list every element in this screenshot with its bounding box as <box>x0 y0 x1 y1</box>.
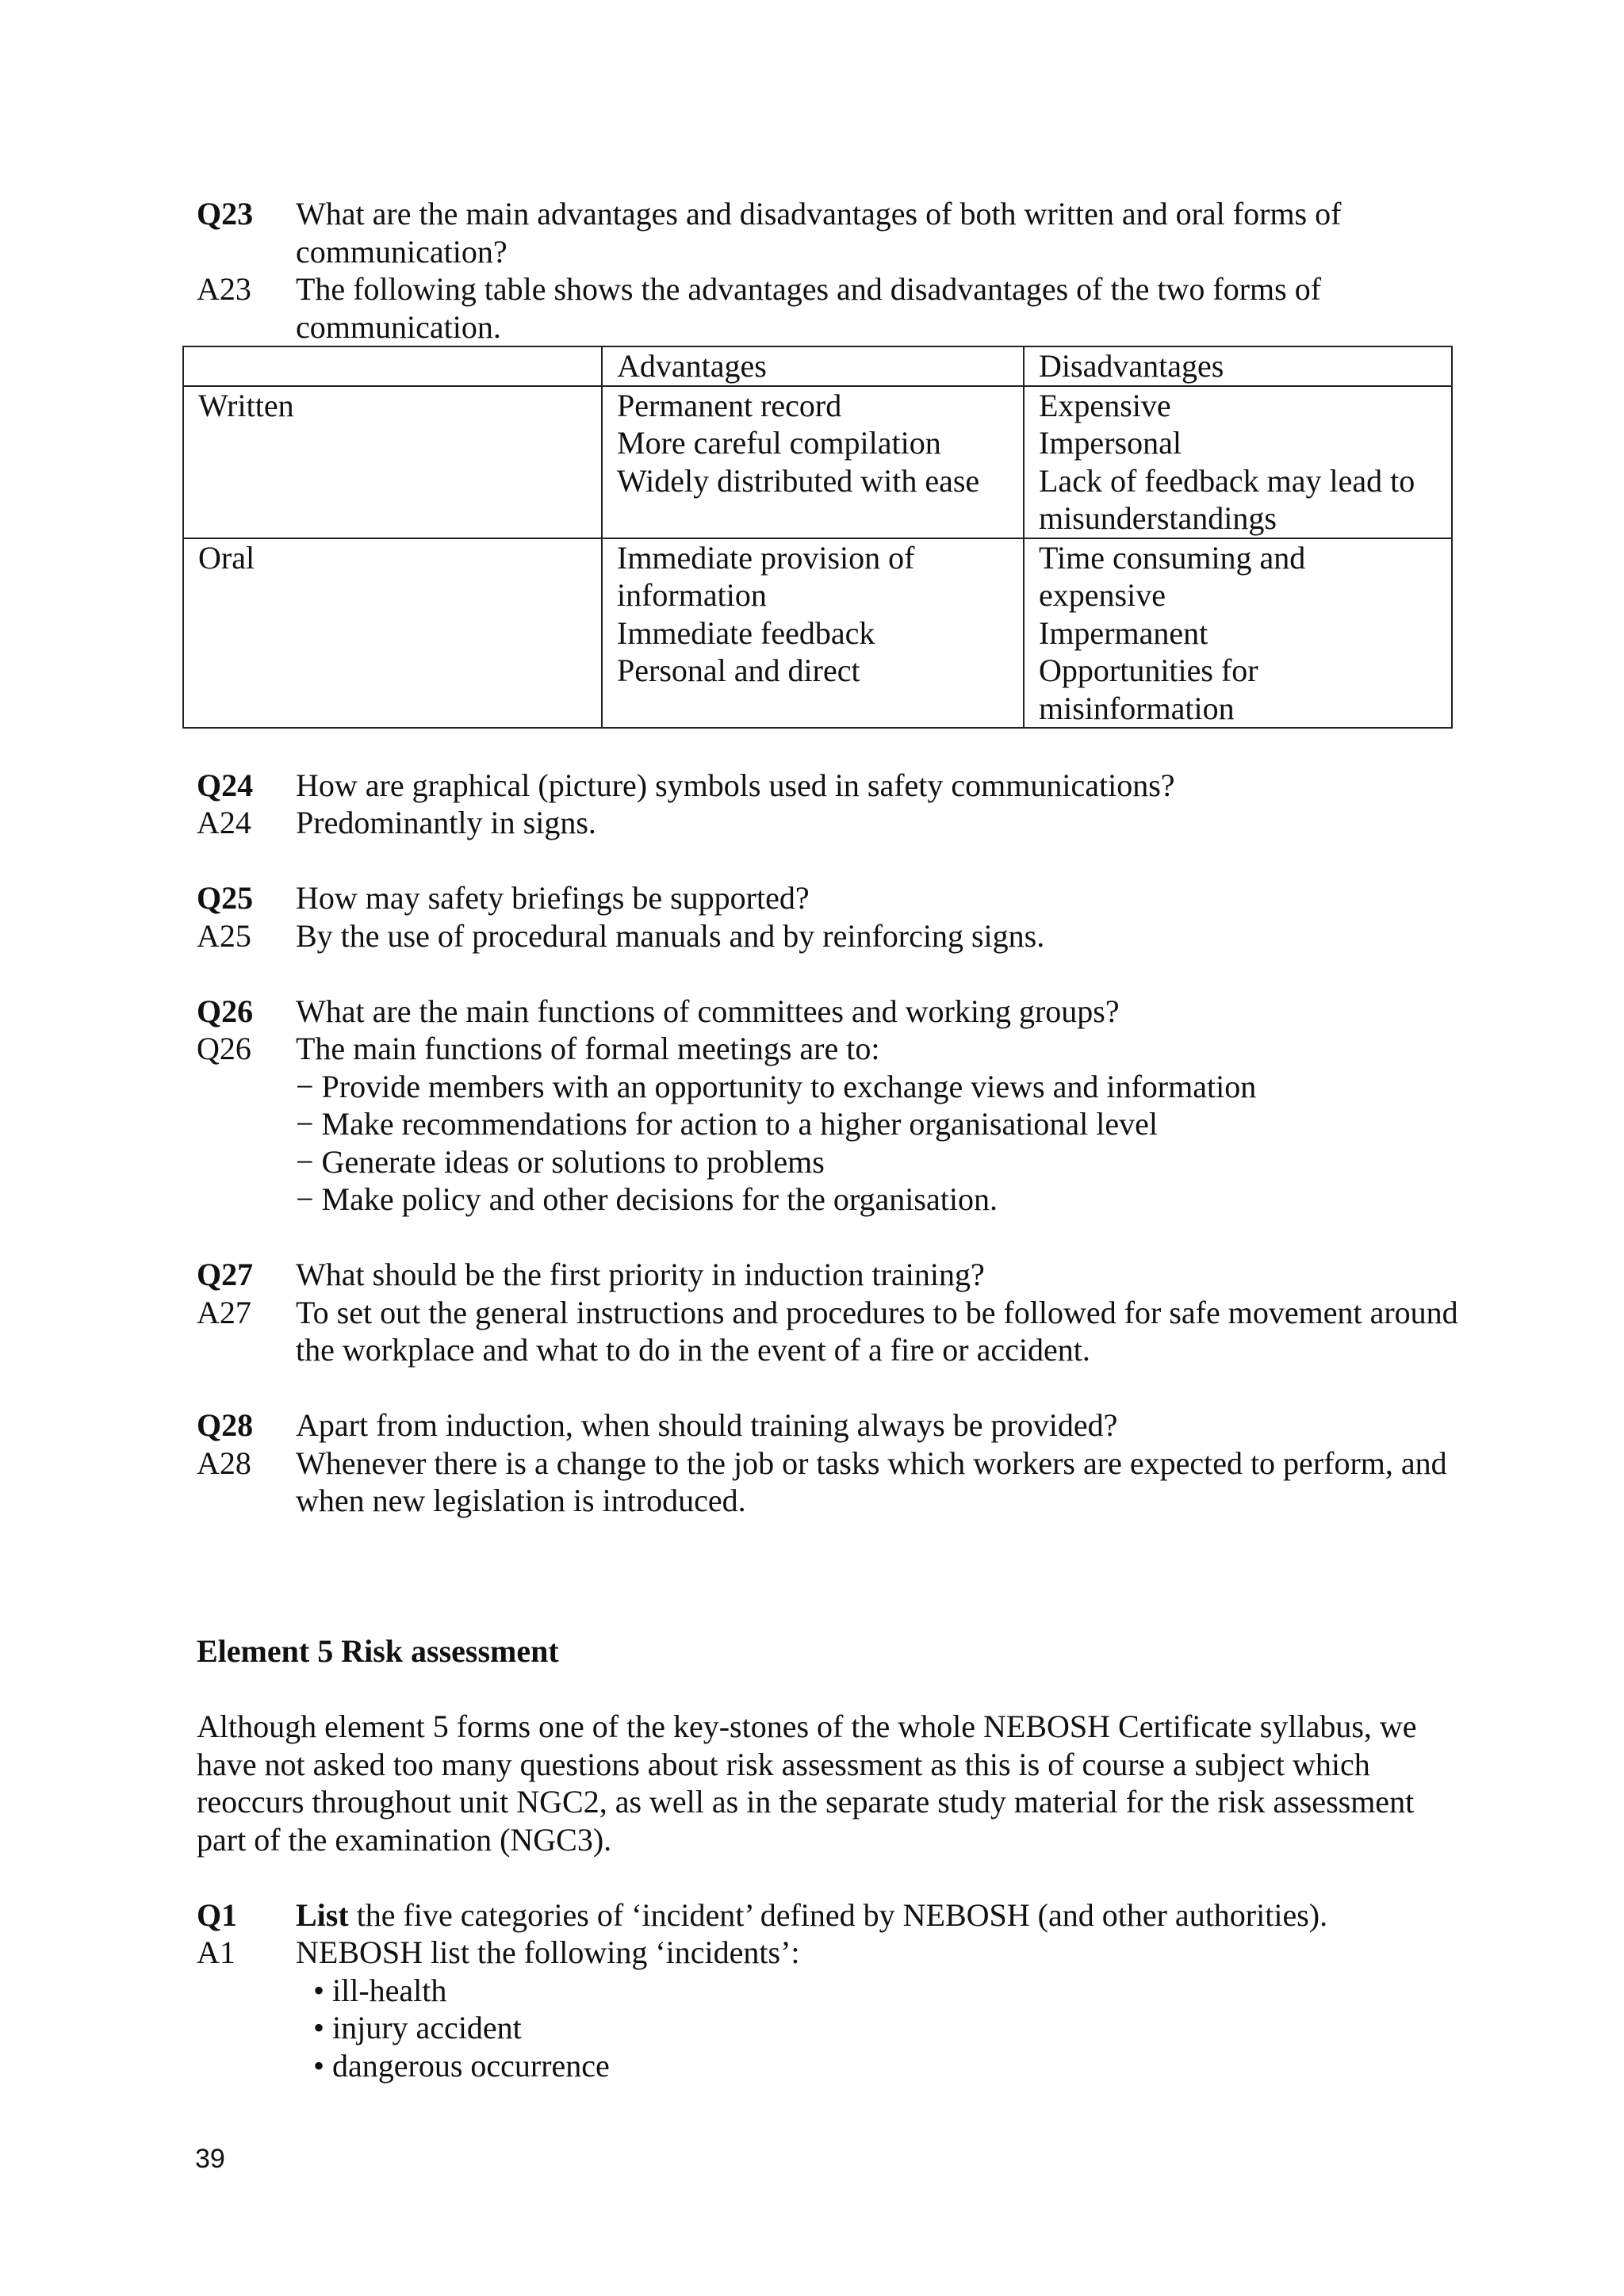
question-text <box>296 1896 1465 1934</box>
spacer <box>197 1219 1465 1257</box>
communication-table <box>182 346 1453 729</box>
answer-block <box>296 1934 1465 2084</box>
question-label: Q28 <box>197 1407 254 1443</box>
spacer <box>197 955 1465 993</box>
list-item: − Provide members with an opportunity to exchange views and information <box>296 1068 1257 1104</box>
list-item: − Make policy and other decisions for the organisation. <box>296 1181 998 1217</box>
table-header-cell: Disadvantages <box>1024 346 1452 386</box>
answer-label: A24 <box>197 805 251 840</box>
list-item: Widely distributed with ease <box>617 462 980 499</box>
table-cell-advantages <box>602 386 1024 538</box>
question-label: Q1 <box>197 1896 238 1933</box>
table-cell-form: Written <box>183 386 602 538</box>
answer-label: A27 <box>197 1294 251 1330</box>
question-text: What should be the first priority in induction training? <box>296 1257 985 1292</box>
list-item: Lack of feedback may lead to misunderstandings <box>1039 462 1415 536</box>
question-text: How are graphical (picture) symbols used in safety communications? <box>296 767 1175 803</box>
answer-label: A1 <box>197 1934 236 1970</box>
table-cell-form: Oral <box>183 538 602 729</box>
question-keyword: List <box>296 1896 349 1933</box>
question-label: Q24 <box>197 767 254 803</box>
qa-28 <box>197 1406 1465 1520</box>
qa-25 <box>197 879 1465 955</box>
answer-text: The main functions of formal meetings are to: <box>296 1031 880 1066</box>
spacer <box>197 1595 1465 1633</box>
qa-23 <box>197 195 1465 346</box>
list-item: Time consuming and expensive <box>1039 539 1306 613</box>
list-item: Impersonal <box>1039 425 1182 461</box>
list-item: Impermanent <box>1039 614 1208 651</box>
question-text: What are the main advantages and disadvantages of both written and oral forms of communication? <box>296 196 1342 270</box>
answer-text: By the use of procedural manuals and by reinforcing signs. <box>296 917 1045 954</box>
list-item: Personal and direct <box>617 652 860 688</box>
spacer <box>197 729 1465 767</box>
list-item: Expensive <box>1039 387 1171 423</box>
spacer <box>197 842 1465 880</box>
intro-paragraph: Although element 5 forms one of the key-stones of the whole NEBOSH Certificate syllabus, we have not asked too many questions about risk assessment as this is of course a subject which reoccurs throughout unit NGC2, as well as in the separate study material for the risk assessment part of the examination (NGC3). <box>197 1709 1417 1858</box>
table-header-cell: Advantages <box>602 346 1024 386</box>
answer-text: Predominantly in signs. <box>296 805 596 840</box>
list-item: Permanent record <box>617 387 842 423</box>
page-number: 39 <box>195 2144 225 2174</box>
list-item: • ill-health <box>313 1972 447 2008</box>
list-item: • injury accident <box>313 2010 522 2045</box>
answer-label: A28 <box>197 1445 251 1481</box>
question-label: Q25 <box>197 880 254 916</box>
answer-text: To set out the general instructions and procedures to be followed for safe movement around the workplace and what to do in the event of a fire or accident. <box>296 1294 1458 1368</box>
list-item: − Generate ideas or solutions to problems <box>296 1143 825 1180</box>
qa-27 <box>197 1256 1465 1369</box>
table-cell-disadvantages <box>1024 386 1452 538</box>
question-label: Q27 <box>197 1257 254 1292</box>
list-item: − Make recommendations for action to a higher organisational level <box>296 1106 1159 1142</box>
table-cell-disadvantages <box>1024 538 1452 729</box>
question-text: How may safety briefings be supported? <box>296 880 810 916</box>
list-item: Immediate provision of information <box>617 539 915 613</box>
question-rest: the five categories of ‘incident’ defined by NEBOSH (and other authorities). <box>348 1896 1328 1933</box>
answer-label: A25 <box>197 917 251 954</box>
spacer <box>197 1369 1465 1407</box>
list-item: • dangerous occurrence <box>313 2047 610 2084</box>
answer-block <box>296 1030 1465 1219</box>
page-content <box>197 195 1465 2084</box>
question-text: What are the main functions of committees and working groups? <box>296 993 1120 1029</box>
list-item: More careful compilation <box>617 425 941 461</box>
qa-24 <box>197 767 1465 842</box>
spacer <box>197 1858 1465 1896</box>
table-row <box>183 386 1452 538</box>
list-item: Immediate feedback <box>617 614 875 651</box>
answer-text: NEBOSH list the following ‘incidents’: <box>296 1934 800 1970</box>
answer-text: Whenever there is a change to the job or tasks which workers are expected to perform, and when new legislation is introduced. <box>296 1445 1447 1518</box>
table-cell-advantages <box>602 538 1024 729</box>
spacer <box>197 1520 1465 1558</box>
answer-text: The following table shows the advantages and disadvantages of the two forms of communication. <box>296 271 1322 345</box>
question-text: Apart from induction, when should training always be provided? <box>296 1407 1118 1443</box>
answer-label: A23 <box>197 271 251 307</box>
table-header-row <box>183 346 1452 386</box>
question-label: Q26 <box>197 993 254 1029</box>
qa-1 <box>197 1896 1465 2085</box>
answer-label: Q26 <box>197 1031 251 1066</box>
table-header-cell <box>183 346 602 386</box>
spacer <box>197 1557 1465 1595</box>
qa-26 <box>197 993 1465 1219</box>
table-row <box>183 538 1452 729</box>
section-heading: Element 5 Risk assessment <box>197 1633 559 1669</box>
spacer <box>197 1670 1465 1709</box>
list-item: Opportunities for misinformation <box>1039 652 1258 726</box>
question-label: Q23 <box>197 196 254 232</box>
